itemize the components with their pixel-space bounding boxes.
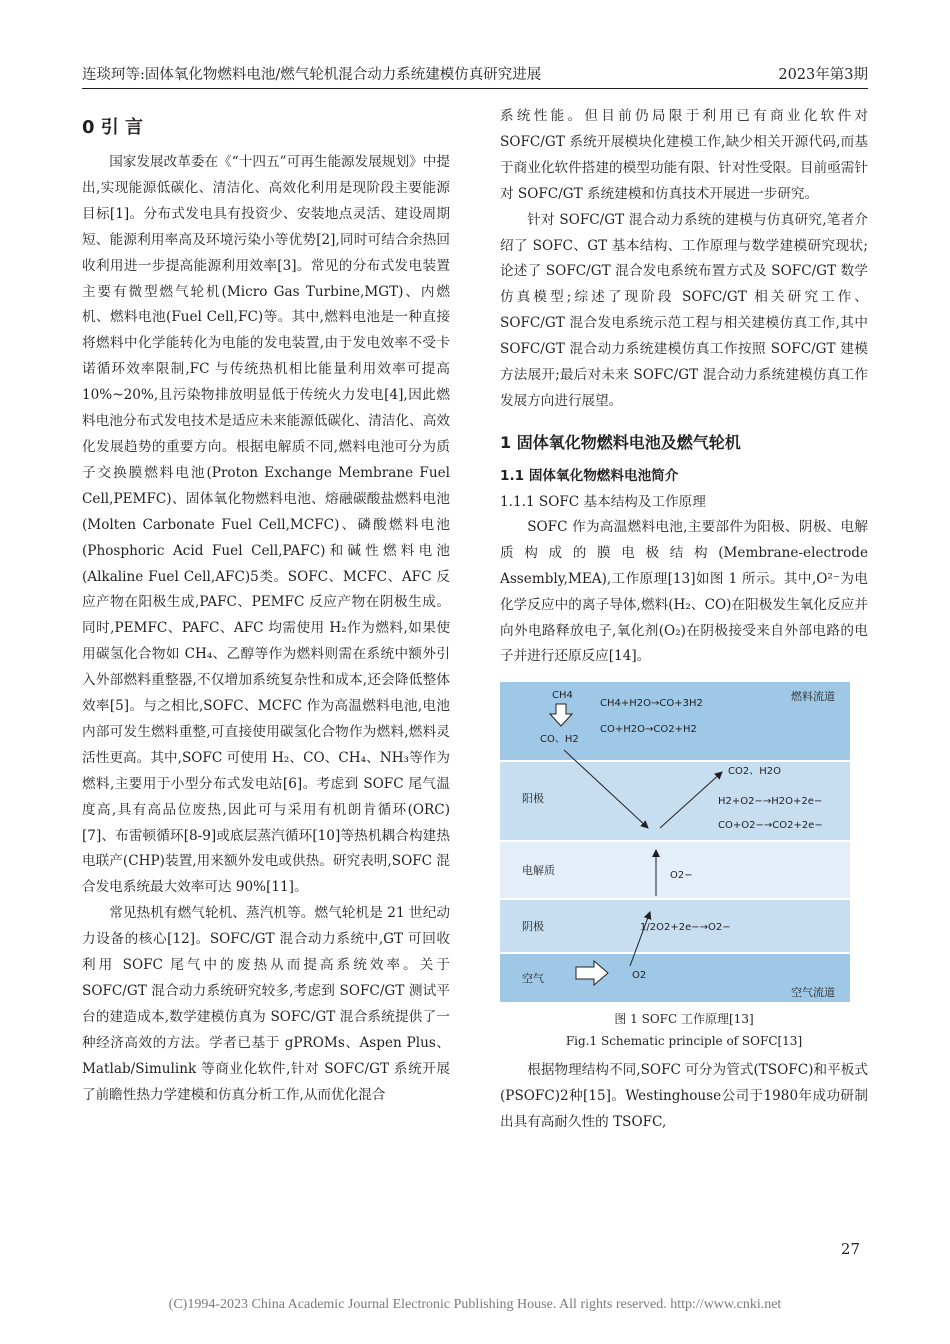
figure-caption [500,1008,868,1052]
label-cathode: 阴极 [522,920,544,934]
header-rule [82,88,868,89]
page-number: 27 [840,1240,860,1258]
left-column [82,104,450,1109]
label-electrolyte: 电解质 [522,864,555,878]
paragraph: SOFC 作为高温燃料电池,主要部件为阳极、阴极、电解质构成的膜电极结构(Membrane-electrode Assembly,MEA),工作原理[13]如图 1 所示。其中,O²⁻为电化学反应中的离子导体,燃料(H₂、CO)在阳极发生氧化反应并向外电路释放电子,氧化剂(O₂)在阴极接受来自外部电路的电子并进行还原反应[14]。 [500,518,868,665]
section-heading-intro: 0 引 言 [82,117,144,138]
subsubsection-heading-1-1-1: 1.1.1 SOFC 基本结构及工作原理 [500,493,706,510]
right-column [500,104,868,1136]
reaction-co-oxidation: CO+O2−→CO2+2e− [718,820,823,832]
label-co2-h2o: CO2、H2O [728,766,781,778]
label-air-channel: 空气流道 [791,986,835,1000]
reaction-h2-oxidation: H2+O2−→H2O+2e− [718,796,823,808]
header-title: 连琰珂等:固体氧化物燃料电池/燃气轮机混合动力系统建模仿真研究进展 [82,67,542,83]
section-heading-1: 1 固体氧化物燃料电池及燃气轮机 [500,432,741,452]
paragraph: 国家发展改革委在《“十四五”可再生能源发展规划》中提出,实现能源低碳化、清洁化、高效化利用是现阶段主要能源目标[1]。分布式发电具有投资少、安装地点灵活、建设周期短、能源利用率高及环境污染小等优势[2],同时可结合余热回收利用进一步提高能源利用效率[3]。常见的分布式发电装置主要有微型燃气轮机(Micro Gas Turbine,MGT)、内燃机、燃料电池(Fuel Cell,FC)等。其中,燃料电池是一种直接将燃料中化学能转化为电能的发电装置,由于发电效率不受卡诺循环效率限制,FC 与传统热机相比能量利用效率可提高 10%~20%,且污染物排放明显低于传统火力发电[4],因此燃料电池分布式发电技术是适应未来能源低碳化、清洁化、高效化发展趋势的重要方向。根据电解质不同,燃料电池可分为质子交换膜燃料电池(Proton Exchange Membrane Fuel Cell,PEMFC)、固体氧化物燃料电池、熔融碳酸盐燃料电池(Molten Carbonate Fuel Cell,MCFC)、磷酸燃料电池(Phosphoric Acid Fuel Cell,PAFC)和碱性燃料电池(Alkaline Fuel Cell,AFC)5类。SOFC、MCFC、AFC 反应产物在阳极生成,PAFC、PEMFC 反应产物在阴极生成。同时,PEMFC、PAFC、AFC 均需使用 H₂作为燃料,如果使用碳氢化合物如 CH₄、乙醇等作为燃料则需在系统中额外引入外部燃料重整器,不仅增加系统复杂性和成本,还会降低整体效率[5]。与之相比,SOFC、MCFC 作为高温燃料电池,电池内部可发生燃料重整,可直接使用碳氢化合物作为燃料,燃料灵活性更高。其中,SOFC 可使用 H₂、CO、CH₄、NH₃等作为燃料,主要用于小型分布式发电站[6]。考虑到 SOFC 尾气温度高,具有高品位废热,因此可与采用有机朗肯循环(ORC)[7]、布雷顿循环[8-9]或底层蒸汽循环[10]等热机耦合构建热电联产(CHP)装置,用来额外发电或供热。研究表明,SOFC 混合发电系统最大效率可达 90%[11]。 [82,154,450,896]
label-o2: O2 [632,970,647,982]
reaction-shift: CO+H2O→CO2+H2 [600,724,697,736]
header-issue: 2023年第3期 [778,67,868,83]
paragraph: 根据物理结构不同,SOFC 可分为管式(TSOFC)和平板式(PSOFC)2种[15]。Westinghouse公司于1980年成功研制出具有高耐久性的 TSOFC, [500,1062,868,1131]
label-fuel-channel: 燃料流道 [791,690,835,704]
paragraph: 系统性能。但目前仍局限于利用已有商业化软件对 SOFC/GT 系统开展模块化建模工作,缺少相关开源代码,而基于商业化软件搭建的模型功能有限、针对性受限。目前亟需针对 SOFC/GT 系统建模和仿真技术开展进一步研究。 [500,108,868,202]
running-header [82,62,868,84]
paragraph: 常见热机有燃气轮机、蒸汽机等。燃气轮机是 21 世纪动力设备的核心[12]。SOFC/GT 混合动力系统中,GT 可回收利用 SOFC 尾气中的废热从而提高系统效率。关于 SOFC/GT 混合动力系统研究较多,考虑到 SOFC/GT 测试平台的建造成本,数学建模仿真为 SOFC/GT 混合系统提供了一种经济高效的方法。学者已基于 gPROMs、Aspen Plus、Matlab/Simulink 等商业化软件,针对 SOFC/GT 系统开展了前瞻性热力学建模和仿真分析工作,从而优化混合 [82,905,450,1103]
paragraph: 针对 SOFC/GT 混合动力系统的建模与仿真研究,笔者介绍了 SOFC、GT 基本结构、工作原理与数学建模研究现状;论述了 SOFC/GT 混合发电系统布置方式及 SOFC/GT 数学仿真模型;综述了现阶段 SOFC/GT 相关研究工作、SOFC/GT 混合发电系统示范工程与相关建模仿真工作,其中 SOFC/GT 混合动力系统建模仿真工作按照 SOFC/GT 建模方法展开;最后对未来 SOFC/GT 混合动力系统建模仿真工作发展方向进行展望。 [500,211,868,409]
label-co-h2: CO、H2 [540,734,579,746]
copyright-footer: (C)1994-2023 China Academic Journal Electronic Publishing House. All rights reserved. http://www.cnki.net [168,1297,782,1312]
label-o2-ion: O2− [670,870,693,882]
figure-sofc-principle [500,682,850,1002]
label-air: 空气 [522,972,544,986]
subsection-heading-1-1: 1.1 固体氧化物燃料电池简介 [500,467,679,484]
label-ch4: CH4 [552,690,573,702]
label-anode: 阳极 [522,792,544,806]
sofc-diagram [500,682,850,1002]
reaction-o2-reduction: 1/2O2+2e−→O2− [640,922,731,934]
reaction-reforming: CH4+H2O→CO+3H2 [600,698,703,710]
caption-en: Fig.1 Schematic principle of SOFC[13] [565,1034,803,1049]
caption-cn: 图 1 SOFC 工作原理[13] [614,1012,754,1027]
